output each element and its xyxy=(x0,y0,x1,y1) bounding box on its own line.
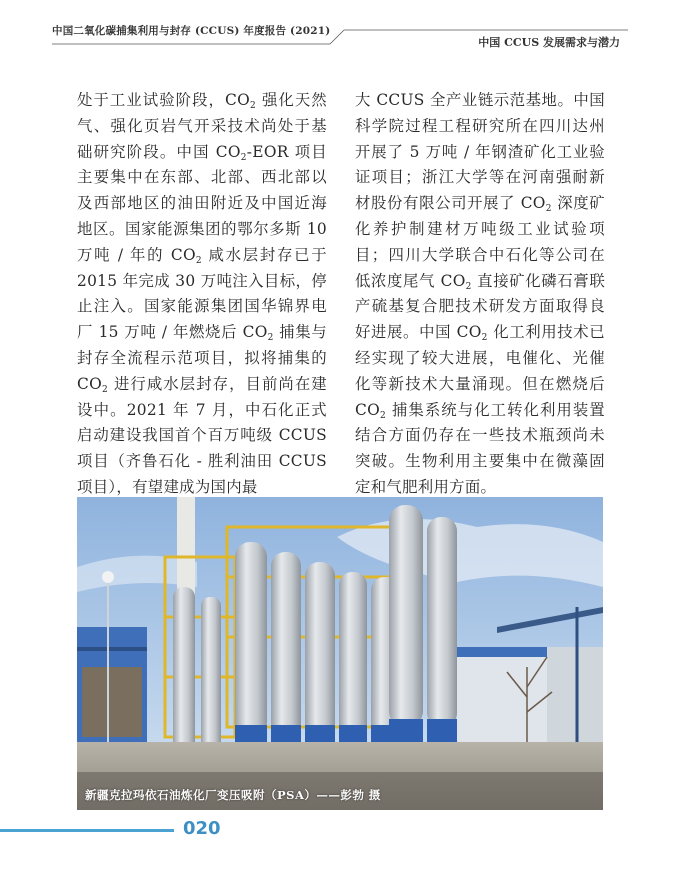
photo-caption: 新疆克拉玛依石油炼化厂变压吸附（PSA）——彭勃 摄 xyxy=(85,788,381,802)
left-text-column xyxy=(77,88,327,501)
page-header xyxy=(0,0,680,52)
plant-photo xyxy=(77,497,603,810)
right-paragraph: 大 CCUS 全产业链示范基地。中国科学院过程工程研究所在四川达州开展了 5 万吨 / 年钢渣矿化工业验证项目；浙江大学等在河南强耐新材股份有限公司开展了 $CO_2$ 深度矿化养护制建材万吨级工业试验项目；四川大学联合中石化等公司在低浓度尾气 $CO_2$ 直接矿化磷石膏联产硫基复合肥技术研发方面取得良好进展。中国 $CO_2$ 化工利用技术已经实现了较大进展，电催化、光催化等新技术大量涌现。但在燃烧后 $CO_2$ 捕集系统与化工转化利用装置结合方面仍存在一些技术瓶颈尚未突破。生物利用主要集中在微藻固定和气肥利用方面。 xyxy=(355,91,606,496)
footer-accent-line xyxy=(0,829,174,832)
left-paragraph: 处于工业试验阶段，$CO_2$ 强化天然气、强化页岩气开采技术尚处于基础研究阶段。中国 $CO_2$-EOR 项目主要集中在东部、北部、西北部以及西部地区的油田附近及中国近海地区。国家能源集团的鄂尔多斯 10 万吨 / 年的 $CO_2$ 咸水层封存已于 2015 年完成 30 万吨注入目标，停止注入。国家能源集团国华锦界电厂 15 万吨 / 年燃烧后 $CO_2$ 捕集与封存全流程示范项目，拟将捕集的 $CO_2$ 进行咸水层封存，目前尚在建设中。2021 年 7 月，中石化正式启动建设我国首个百万吨级 CCUS 项目（齐鲁石化 - 胜利油田 CCUS 项目），有望建成为国内最 xyxy=(77,91,327,496)
right-text-column xyxy=(355,88,605,501)
report-title: 中国二氧化碳捕集利用与封存 (CCUS) 年度报告 (2021) xyxy=(52,25,331,37)
chapter-title: 中国 CCUS 发展需求与潜力 xyxy=(478,36,620,49)
psa-plant-illustration xyxy=(77,497,603,810)
page-number: 020 xyxy=(183,818,221,839)
